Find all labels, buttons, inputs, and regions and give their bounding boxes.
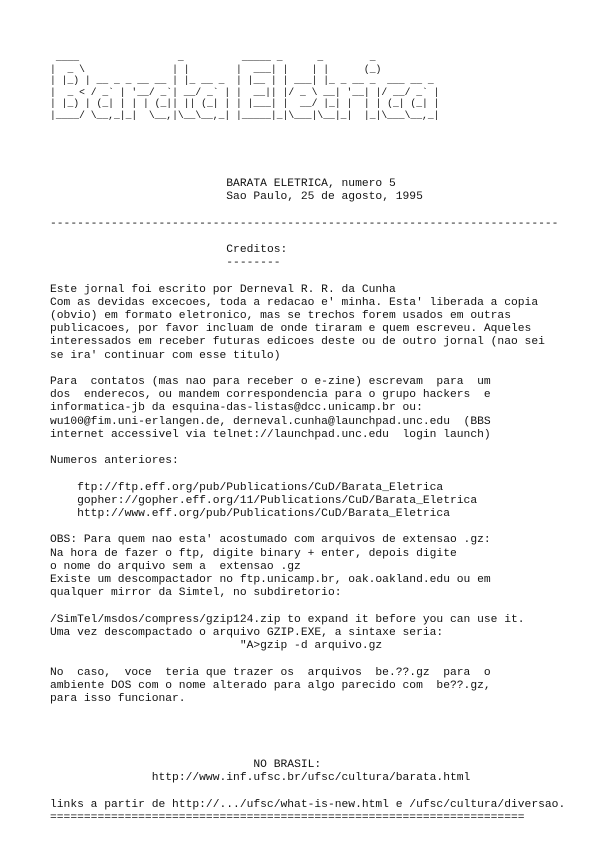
intro-paragraph: Este jornal foi escrito por Derneval R. R. da Cunha Com as devidas excecoes, toda a redacao e' minha. Esta' liberada a copia (obvio) em formato eletronico, mas se trechos forem usados em outras publicacoes, por favor incluam de onde tiraram e quem escreveu. Aqueles interessados em receber futuras edicoes deste ou de outro jornal (nao sei se ira' continuar com esse titulo) [50,283,545,362]
header-indent [50,191,226,203]
header-indent [50,257,226,269]
header-indent [50,178,226,190]
dash-divider: --------------------------------------------------------------------------- [50,217,559,230]
gzip-paragraph: /SimTel/msdos/compress/gzip124.zip to expand it before you can use it. Uma vez descompactado o arquivo GZIP.EXE, a sintaxe seria: "A>gzip -d arquivo.gz [50,613,525,653]
http-link[interactable]: http://www.eff.org/pub/Publications/CuD/Barata_Eletrica [77,508,450,521]
barata-url-link[interactable]: http://www.inf.ufsc.br/ufsc/cultura/barata.html [151,772,471,785]
contacts-paragraph: Para contatos (mas nao para receber o e-zine) escrevam para um dos enderecos, ou mandem correspondencia para o grupo hackers e informatica-jb da esquina-das-listas@dcc.unicamp.br ou: wu100@fim.uni-erlangen.de, derneval.cunha@launchpad.unc.edu (BBS internet accessivel via telnet://launchpad.unc.edu login launch) [50,376,491,441]
obs-paragraph: OBS: Para quem nao esta' acostumado com arquivos de extensao .gz: Na hora de fazer o ftp, digite binary + enter, depois digite o nome do arquivo sem a extensao .gz Existe um descompactador no ftp.unicamp.br, oak.oakland.edu ou em qualquer mirror da Simtel, no subdiretorio: [50,534,491,600]
equals-divider: ====================================================================== [50,811,525,824]
document-body [50,178,565,825]
ftp-link[interactable]: ftp://ftp.eff.org/pub/Publications/CuD/Barata_Eletrica [77,481,444,494]
credits-title: Creditos: [226,244,288,257]
issue-title: BARATA ELETRICA, numero 5 [226,178,396,190]
links-line: links a partir de http://.../ufsc/what-is-new.html e /ufsc/cultura/diversao. [50,798,566,811]
brazil-heading: NO BRASIL: [253,758,322,771]
dos-paragraph: No caso, voce teria que trazer os arquivos be.??.gz para o ambiente DOS com o nome alterado para algo parecido com be??.gz, para isso funcionar. [50,666,491,705]
credits-underline: -------- [226,257,281,270]
footer-indent [50,759,253,771]
gopher-link[interactable]: gopher://gopher.eff.org/11/Publications/CuD/Barata_Eletrica [77,494,478,507]
footer-indent [50,772,152,784]
ascii-banner-logo: ____ _ _____ _ _ _ | _ \ | | | ___| | | | (_) | |_) | __ _ _ __ __ | |_ __ _ | |__ | | ___| |_ _ __ _ ___ __ _ | _ < / _` | '__/ _`| __/ _` | | __|| |/ _ \ __| '__| |/ __/ _` | | |_) | (_| | | | (_|| || (_| | | |___| | __/ |_| | | | (_| (_| | |____/ \__,_|_| \__,|\__\__,_| |_____|_|\___|\__|_| |_|\___\__,_| [50,52,440,121]
issue-date: Sao Paulo, 25 de agosto, 1995 [226,191,423,204]
previous-issues-title: Numeros anteriores: [50,455,179,468]
header-indent [50,244,226,256]
